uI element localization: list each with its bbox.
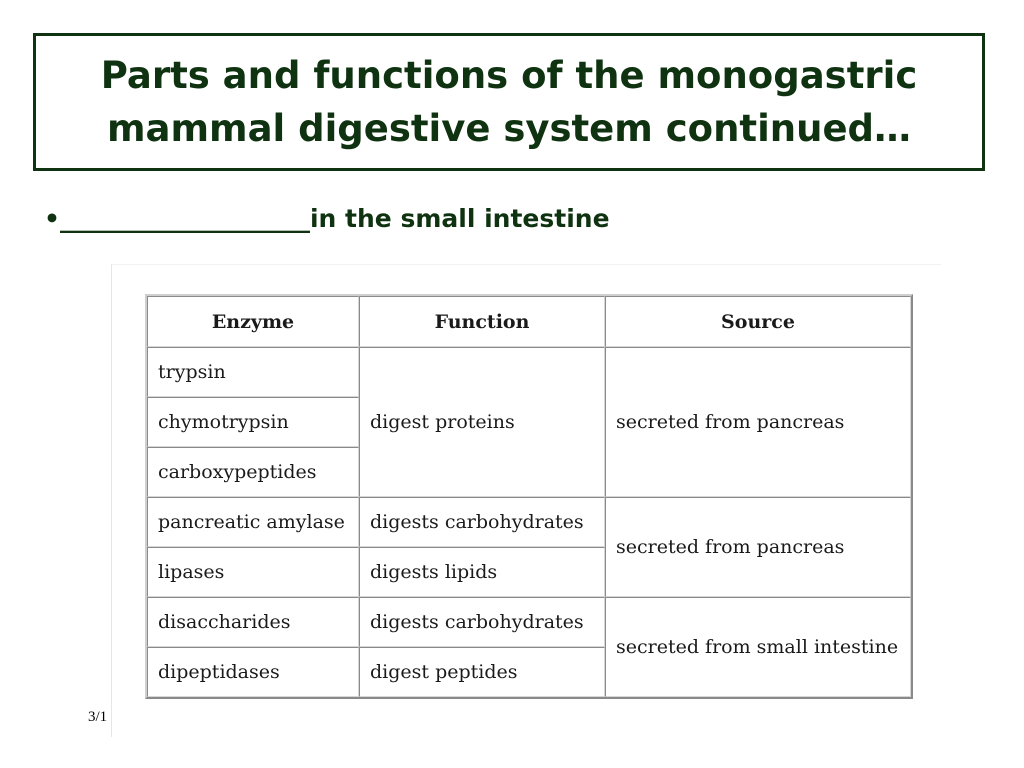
bullet-point <box>44 204 610 233</box>
function-cell: digests lipids <box>359 547 605 597</box>
slide-title-line-1: Parts and functions of the monogastric <box>100 54 918 97</box>
fill-in-blank: ____________________ <box>59 204 310 233</box>
enzyme-cell: disaccharides <box>147 597 359 647</box>
source-cell: secreted from pancreas <box>605 497 911 597</box>
source-cell: secreted from small intestine <box>605 597 911 697</box>
table-row <box>147 497 911 547</box>
function-cell: digest peptides <box>359 647 605 697</box>
bullet-text: in the small intestine <box>309 204 610 233</box>
enzyme-cell: chymotrypsin <box>147 397 359 447</box>
slide-title-line-2: mammal digestive system continued… <box>106 107 912 150</box>
function-cell: digest proteins <box>359 347 605 497</box>
enzyme-cell: carboxypeptides <box>147 447 359 497</box>
enzyme-table <box>145 294 913 699</box>
table-header-row <box>147 296 911 347</box>
function-cell: digests carbohydrates <box>359 597 605 647</box>
source-cell: secreted from pancreas <box>605 347 911 497</box>
function-cell: digests carbohydrates <box>359 497 605 547</box>
table-row <box>147 597 911 647</box>
header-source: Source <box>605 296 911 347</box>
enzyme-cell: pancreatic amylase <box>147 497 359 547</box>
enzyme-cell: trypsin <box>147 347 359 397</box>
enzyme-cell: lipases <box>147 547 359 597</box>
enzyme-cell: dipeptidases <box>147 647 359 697</box>
title-box <box>33 33 985 171</box>
header-enzyme: Enzyme <box>147 296 359 347</box>
bullet-marker: • <box>44 204 60 233</box>
slide-number: 3/1 <box>88 709 108 725</box>
header-function: Function <box>359 296 605 347</box>
table-row <box>147 347 911 397</box>
